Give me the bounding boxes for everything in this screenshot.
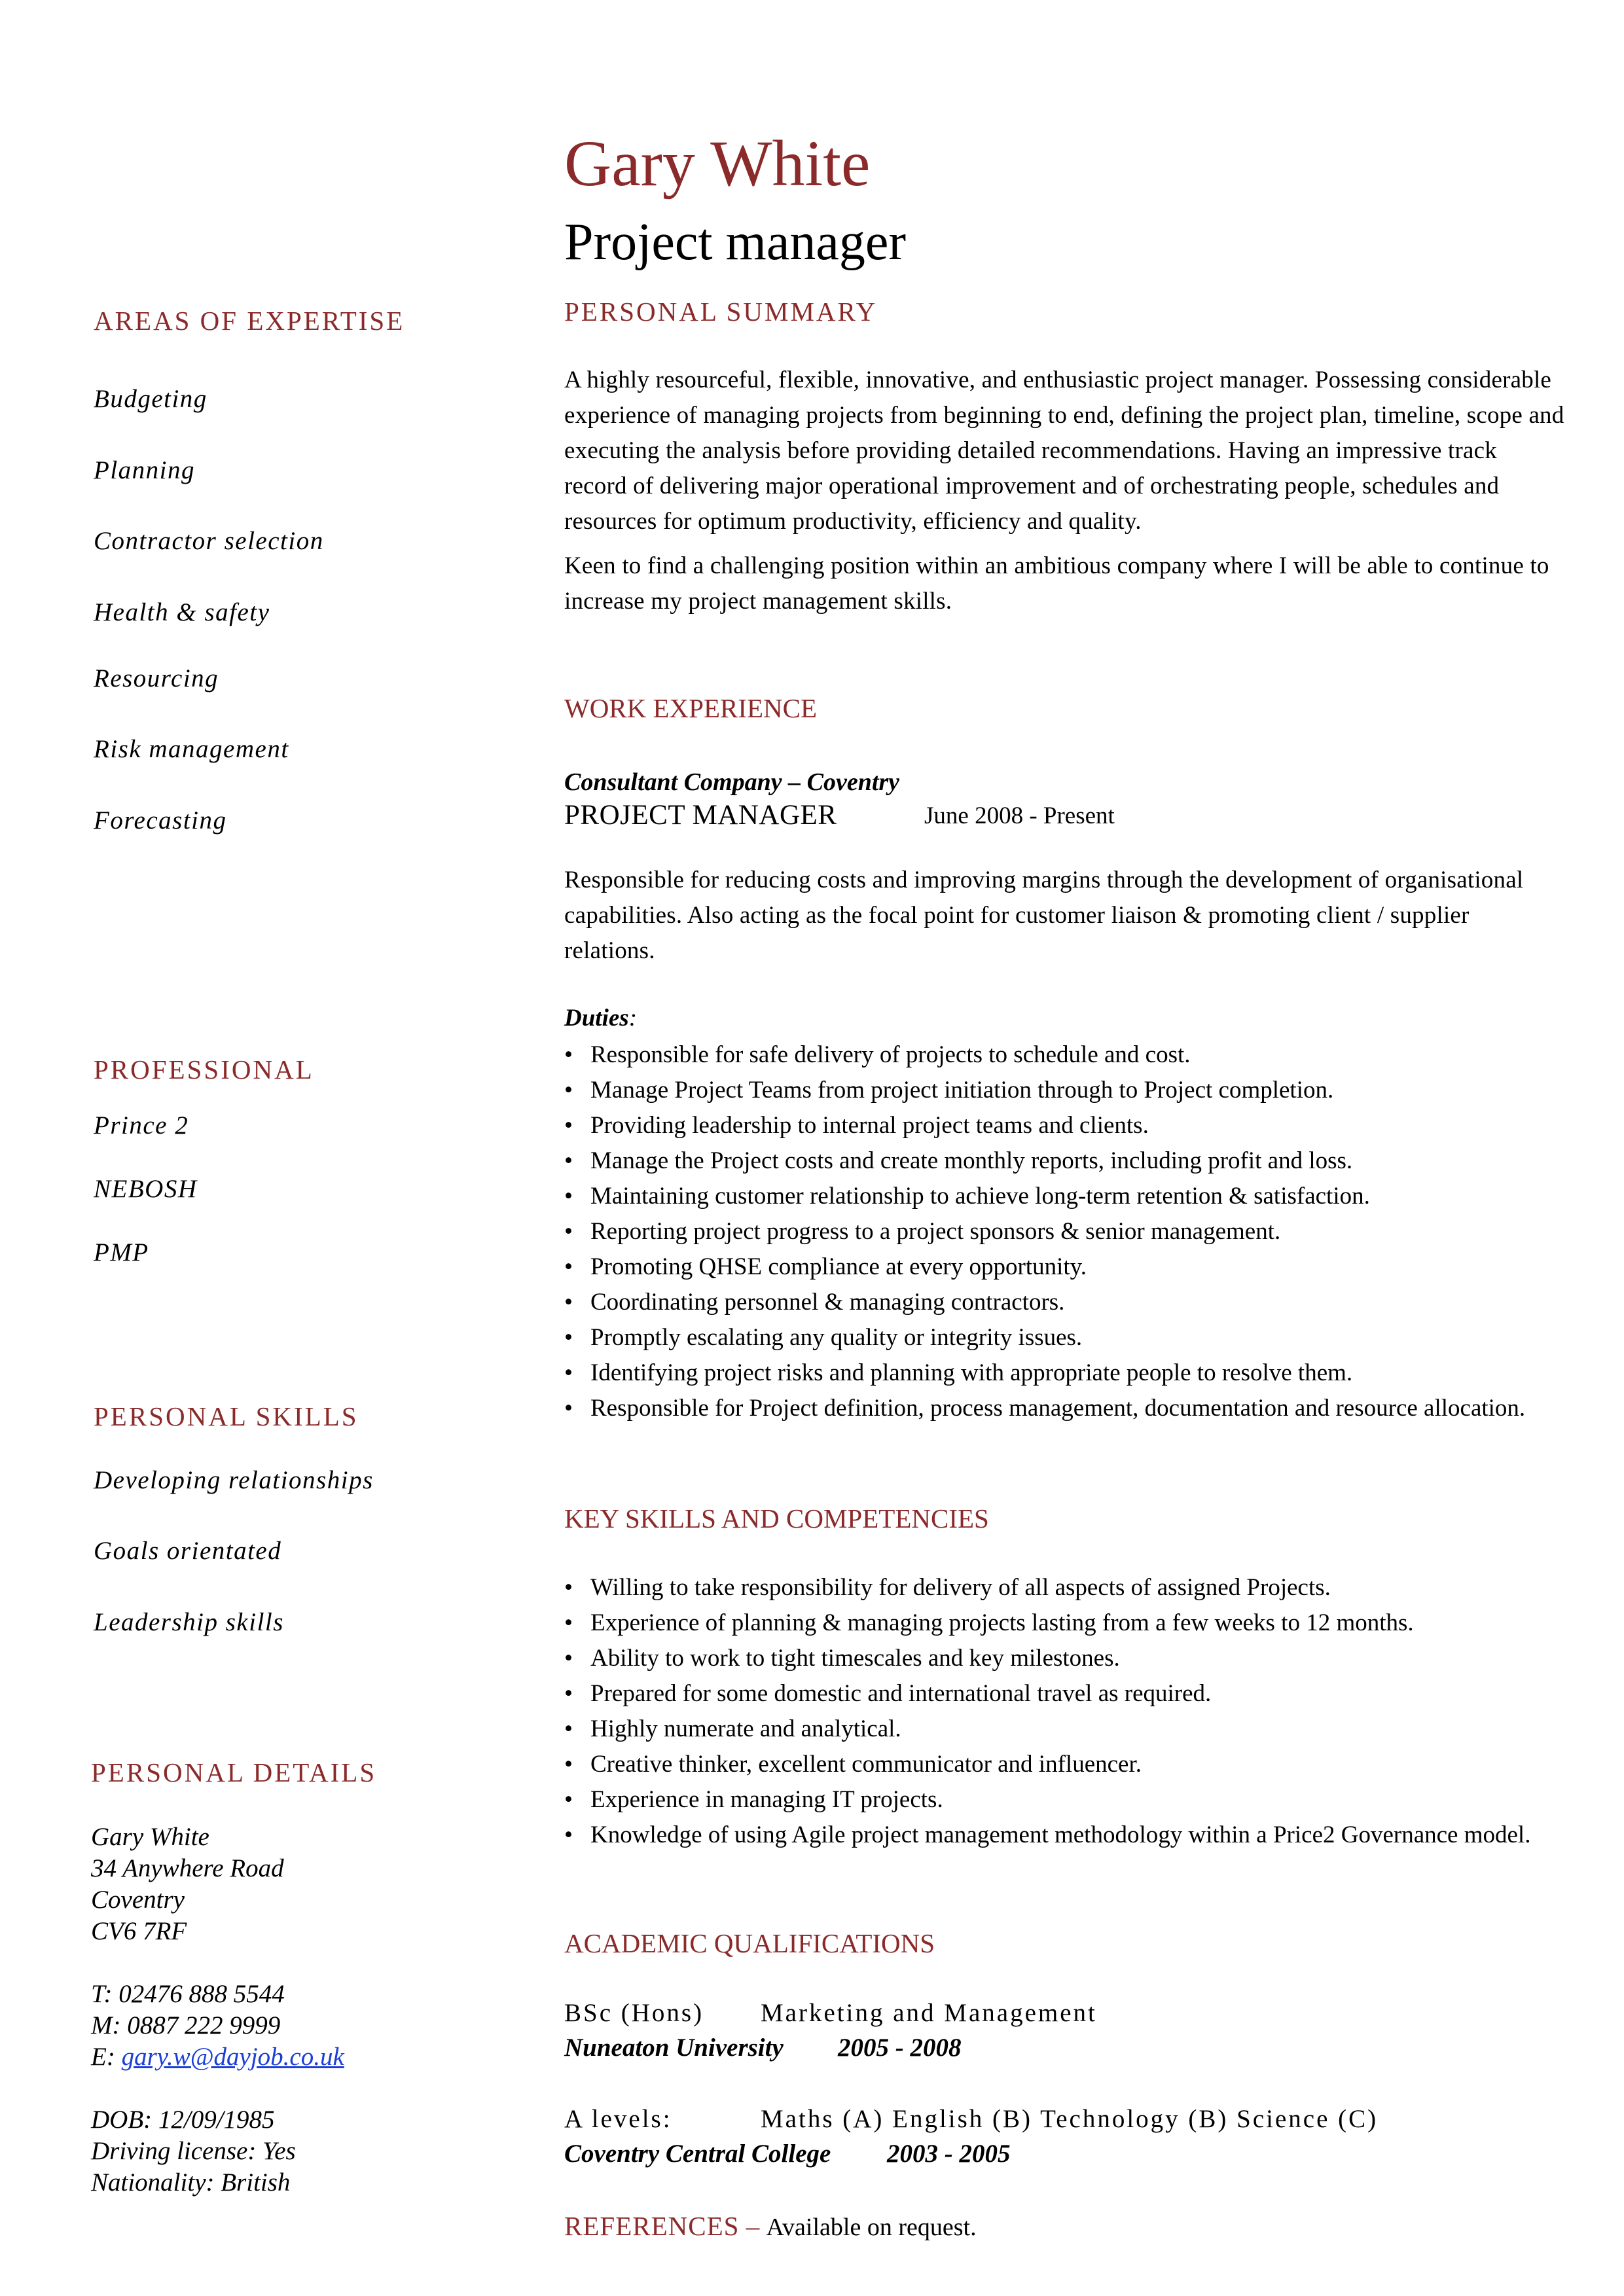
details-city: Coventry (91, 1886, 185, 1914)
personal-skill-item: Leadership skills (94, 1608, 284, 1636)
skill-item (564, 1605, 1572, 1641)
work-heading: WORK EXPERIENCE (564, 693, 818, 723)
job-title: Project manager (564, 213, 906, 271)
duty-item (564, 1214, 1572, 1249)
duties-label: Duties (564, 1005, 629, 1031)
skill-text: Ability to work to tight timescales and key milestones. (590, 1645, 1120, 1672)
personal-skill-item: Goals orientated (94, 1537, 282, 1565)
skill-item (564, 1782, 1572, 1818)
bullet-icon: • (564, 1324, 573, 1351)
duty-text: Coordinating personnel & managing contractors. (590, 1289, 1065, 1316)
bullet-icon: • (564, 1751, 573, 1778)
skill-item (564, 1747, 1572, 1782)
skill-item (564, 1676, 1572, 1712)
duties-label-row (564, 1004, 637, 1032)
skill-text: Creative thinker, excellent communicator and influencer. (590, 1751, 1142, 1778)
bullet-icon: • (564, 1574, 573, 1601)
expertise-item: Budgeting (94, 385, 208, 413)
personal-skill-item: Developing relationships (94, 1466, 374, 1494)
references-dash: – (739, 2211, 767, 2241)
details-mobile: M: 0887 222 9999 (91, 2011, 281, 2039)
degree-years: 2005 - 2008 (838, 2034, 962, 2062)
expertise-item: Contractor selection (94, 527, 324, 555)
degree-subject: Marketing and Management (761, 1999, 1097, 2027)
references-row (564, 2210, 977, 2242)
duties-colon: : (628, 1005, 638, 1031)
expertise-heading: AREAS OF EXPERTISE (94, 306, 405, 336)
summary-paragraph: A highly resourceful, flexible, innovative, and enthusiastic project manager. Possessing considerable experience of managing projects from beginning to end, defining the project plan, timeline, scope and executing the analysis before providing detailed recommendations. Having an impressive track record of delivering major operational improvement and of orchestrating people, schedules and resources for optimum productivity, efficiency and quality. (564, 367, 1564, 535)
skill-text: Willing to take responsibility for delivery of all aspects of assigned Projects. (590, 1574, 1331, 1601)
professional-item: NEBOSH (94, 1175, 198, 1203)
summary-heading: PERSONAL SUMMARY (564, 296, 878, 327)
alevels-years: 2003 - 2005 (887, 2140, 1011, 2168)
details-phone: T: 02476 888 5544 (91, 1980, 285, 2008)
skills-heading: KEY SKILLS AND COMPETENCIES (564, 1503, 989, 1534)
duty-item (564, 1108, 1572, 1143)
bullet-icon: • (564, 1218, 573, 1245)
bullet-icon: • (564, 1609, 573, 1636)
bullet-icon: • (564, 1112, 573, 1139)
work-description: Responsible for reducing costs and improving margins through the development of organisational capabilities. Also acting as the focal point for customer liaison & promoting client / supplier relations. (564, 867, 1524, 964)
expertise-item: Forecasting (94, 806, 227, 834)
alevels-institution: Coventry Central College (564, 2140, 831, 2168)
bullet-icon: • (564, 1680, 573, 1707)
duty-text: Promptly escalating any quality or integrity issues. (590, 1324, 1083, 1351)
alevels-row (564, 2104, 1378, 2134)
details-dob: DOB: 12/09/1985 (91, 2106, 275, 2134)
bullet-icon: • (564, 1289, 573, 1316)
skill-item (564, 1570, 1572, 1605)
bullet-icon: • (564, 1147, 573, 1174)
bullet-icon: • (564, 1821, 573, 1848)
bullet-icon: • (564, 1077, 573, 1103)
details-email-row (91, 2041, 344, 2073)
work-role: PROJECT MANAGER (564, 800, 837, 831)
details-address-line: 34 Anywhere Road (91, 1854, 284, 1882)
duty-item (564, 1391, 1572, 1426)
skill-text: Prepared for some domestic and international travel as required. (590, 1680, 1212, 1707)
duty-item (564, 1249, 1572, 1285)
expertise-item: Risk management (94, 735, 289, 763)
expertise-item: Resourcing (94, 664, 219, 692)
professional-item: Prince 2 (94, 1111, 189, 1139)
duty-text: Manage Project Teams from project initiation through to Project completion. (590, 1077, 1334, 1103)
alevels-institution-row (564, 2139, 1011, 2168)
skill-item (564, 1712, 1572, 1747)
work-dates: June 2008 - Present (924, 802, 1115, 829)
bullet-icon: • (564, 1395, 573, 1422)
bullet-icon: • (564, 1253, 573, 1280)
alevels-subjects: Maths (A) English (B) Technology (B) Science (C) (761, 2105, 1379, 2133)
work-company: Consultant Company – Coventry (564, 768, 900, 796)
duty-text: Identifying project risks and planning with appropriate people to resolve them. (590, 1359, 1353, 1386)
bullet-icon: • (564, 1645, 573, 1672)
duty-item (564, 1143, 1572, 1179)
duty-text: Providing leadership to internal project teams and clients. (590, 1112, 1149, 1139)
duty-item (564, 1285, 1572, 1320)
personal-skills-heading: PERSONAL SKILLS (94, 1401, 359, 1431)
skill-text: Experience of planning & managing projects lasting from a few weeks to 12 months. (590, 1609, 1414, 1636)
duty-text: Promoting QHSE compliance at every opportunity. (590, 1253, 1087, 1280)
details-name: Gary White (91, 1823, 209, 1851)
duty-item (564, 1037, 1572, 1073)
bullet-icon: • (564, 1183, 573, 1210)
professional-heading: PROFESSIONAL (94, 1054, 314, 1085)
duty-item (564, 1179, 1572, 1214)
degree-institution: Nuneaton University (564, 2034, 784, 2062)
bullet-icon: • (564, 1359, 573, 1386)
academic-heading: ACADEMIC QUALIFICATIONS (564, 1928, 935, 1958)
skill-text: Knowledge of using Agile project management methodology within a Price2 Governance model. (590, 1821, 1531, 1848)
degree-row (564, 1998, 1097, 2028)
duty-text: Responsible for Project definition, process management, documentation and resource allocation. (590, 1395, 1526, 1422)
expertise-item: Planning (94, 456, 195, 484)
summary-text (564, 363, 1566, 628)
personal-details (91, 1821, 344, 2198)
bullet-icon: • (564, 1715, 573, 1742)
skill-text: Highly numerate and analytical. (590, 1715, 901, 1742)
skill-item (564, 1641, 1572, 1676)
duty-text: Responsible for safe delivery of projects to schedule and cost. (590, 1041, 1191, 1068)
alevels-label: A levels: (564, 2105, 672, 2133)
degree-label: BSc (Hons) (564, 1999, 704, 2027)
duty-item (564, 1320, 1572, 1355)
details-postcode: CV6 7RF (91, 1917, 187, 1945)
email-link[interactable]: gary.w@dayjob.co.uk (121, 2043, 344, 2071)
duty-item (564, 1073, 1572, 1108)
details-nationality: Nationality: British (91, 2168, 291, 2197)
duty-text: Manage the Project costs and create monthly reports, including profit and loss. (590, 1147, 1353, 1174)
personal-details-heading: PERSONAL DETAILS (91, 1757, 377, 1787)
summary-paragraph: Keen to find a challenging position within an ambitious company where I will be able to continue to increase my project management skills. (564, 552, 1549, 615)
skill-text: Experience in managing IT projects. (590, 1786, 943, 1813)
references-heading: REFERENCES (564, 2211, 740, 2241)
details-email-label: E: (91, 2043, 122, 2071)
skills-list (564, 1570, 1572, 1853)
candidate-name: Gary White (564, 127, 871, 200)
duty-item (564, 1355, 1572, 1391)
bullet-icon: • (564, 1041, 573, 1068)
references-text: Available on request. (766, 2214, 977, 2241)
skill-item (564, 1818, 1572, 1853)
details-driving-license: Driving license: Yes (91, 2137, 296, 2165)
duty-text: Maintaining customer relationship to achieve long-term retention & satisfaction. (590, 1183, 1370, 1210)
professional-item: PMP (94, 1238, 149, 1266)
duties-list (564, 1037, 1572, 1426)
bullet-icon: • (564, 1786, 573, 1813)
expertise-item: Health & safety (94, 598, 270, 626)
degree-institution-row (564, 2033, 962, 2062)
duty-text: Reporting project progress to a project sponsors & senior management. (590, 1218, 1281, 1245)
